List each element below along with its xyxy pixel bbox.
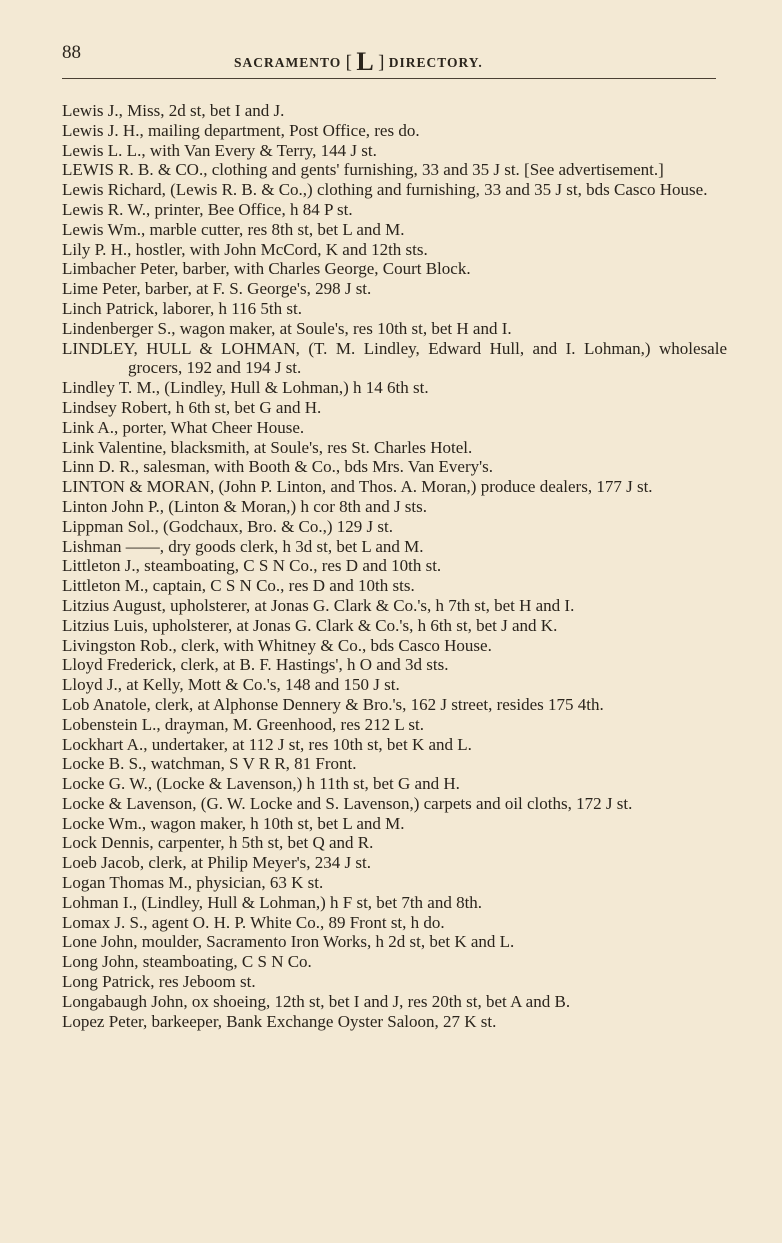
directory-entry: Loeb Jacob, clerk, at Philip Meyer's, 234 J st.: [62, 853, 372, 873]
directory-entry: Logan Thomas M., physician, 63 K st.: [62, 873, 324, 893]
directory-entry: Limbacher Peter, barber, with Charles George, Court Block.: [62, 259, 471, 279]
directory-entry: Lone John, moulder, Sacramento Iron Works, h 2d st, bet K and L.: [62, 932, 515, 952]
directory-entry: Locke B. S., watchman, S V R R, 81 Front.: [62, 754, 357, 774]
directory-entry: Lopez Peter, barkeeper, Bank Exchange Oyster Saloon, 27 K st.: [62, 1011, 497, 1031]
directory-entry: Long John, steamboating, C S N Co.: [62, 952, 312, 972]
directory-entry: Linch Patrick, laborer, h 116 5th st.: [62, 298, 302, 318]
directory-entry: LINDLEY, HULL & LOHMAN, (T. M. Lindley, Edward Hull, and I. Lohman,) wholesale grocers, 192 and 194 J st.: [62, 338, 727, 378]
directory-entry: Long Patrick, res Jeboom st.: [62, 972, 256, 992]
directory-entry: LINTON & MORAN, (John P. Linton, and Thos. A. Moran,) produce dealers, 177 J st.: [62, 477, 653, 497]
running-head: [234, 44, 483, 74]
header-rule: [62, 78, 716, 79]
directory-entry: Littleton M., captain, C S N Co., res D and 10th sts.: [62, 576, 415, 596]
directory-entry: Lohman I., (Lindley, Hull & Lohman,) h F st, bet 7th and 8th.: [62, 892, 483, 912]
directory-entry: Lindley T. M., (Lindley, Hull & Lohman,) h 14 6th st.: [62, 378, 429, 398]
directory-entry: Lock Dennis, carpenter, h 5th st, bet Q and R.: [62, 833, 374, 853]
bracket-close: ]: [378, 52, 385, 73]
directory-entry: Lewis J., Miss, 2d st, bet I and J.: [62, 101, 285, 120]
directory-entry: Littleton J., steamboating, C S N Co., res D and 10th st.: [62, 556, 442, 576]
directory-entry: Litzius Luis, upholsterer, at Jonas G. Clark & Co.'s, h 6th st, bet J and K.: [62, 615, 558, 635]
directory-entry: Lewis Richard, (Lewis R. B. & Co.,) clothing and furnishing, 33 and 35 J st, bds Casco House.: [62, 180, 708, 200]
directory-entry: Lily P. H., hostler, with John McCord, K and 12th sts.: [62, 239, 428, 259]
directory-entry: Locke & Lavenson, (G. W. Locke and S. Lavenson,) carpets and oil cloths, 172 J st.: [62, 793, 633, 813]
directory-entry: Link Valentine, blacksmith, at Soule's, res St. Charles Hotel.: [62, 437, 473, 457]
directory-entries: [62, 101, 727, 1031]
directory-entry: Longabaugh John, ox shoeing, 12th st, bet I and J, res 20th st, bet A and B.: [62, 991, 571, 1011]
page-header: [62, 38, 722, 76]
directory-entry: Linn D. R., salesman, with Booth & Co., bds Mrs. Van Every's.: [62, 457, 494, 477]
directory-entry: Lobenstein L., drayman, M. Greenhood, res 212 L st.: [62, 714, 424, 734]
page-number: 88: [62, 42, 81, 63]
bracket-open: [: [345, 52, 352, 73]
directory-entry: Locke Wm., wagon maker, h 10th st, bet L and M.: [62, 813, 405, 833]
directory-entry: Lloyd J., at Kelly, Mott & Co.'s, 148 and 150 J st.: [62, 675, 400, 695]
directory-entry: Linton John P., (Linton & Moran,) h cor 8th and J sts.: [62, 496, 428, 516]
directory-entry: Lishman ——, dry goods clerk, h 3d st, bet L and M.: [62, 536, 424, 556]
directory-entry: Lime Peter, barber, at F. S. George's, 298 J st.: [62, 279, 372, 299]
section-letter: L: [356, 47, 374, 76]
directory-entry: Lindenberger S., wagon maker, at Soule's, res 10th st, bet H and I.: [62, 318, 512, 338]
directory-entry: Lewis J. H., mailing department, Post Office, res do.: [62, 120, 420, 140]
directory-entry: LEWIS R. B. & CO., clothing and gents' furnishing, 33 and 35 J st. [See advertisement.]: [62, 160, 664, 180]
directory-entry: Lippman Sol., (Godchaux, Bro. & Co.,) 129 J st.: [62, 516, 394, 536]
directory-entry: Lloyd Frederick, clerk, at B. F. Hastings', h O and 3d sts.: [62, 655, 449, 675]
directory-entry: Link A., porter, What Cheer House.: [62, 417, 305, 437]
directory-entry: Locke G. W., (Locke & Lavenson,) h 11th st, bet G and H.: [62, 774, 460, 794]
running-head-city: SACRAMENTO: [234, 55, 342, 70]
running-head-directory: DIRECTORY.: [388, 55, 483, 70]
directory-entry: Lewis R. W., printer, Bee Office, h 84 P st.: [62, 199, 353, 219]
directory-entry: Lewis Wm., marble cutter, res 8th st, bet L and M.: [62, 219, 405, 239]
directory-entry: Lomax J. S., agent O. H. P. White Co., 89 Front st, h do.: [62, 912, 445, 932]
directory-entry: Lindsey Robert, h 6th st, bet G and H.: [62, 397, 322, 417]
directory-entry: Lewis L. L., with Van Every & Terry, 144 J st.: [62, 140, 377, 160]
directory-entry: Lob Anatole, clerk, at Alphonse Dennery & Bro.'s, 162 J street, resides 175 4th.: [62, 694, 604, 714]
directory-entry: Livingston Rob., clerk, with Whitney & Co., bds Casco House.: [62, 635, 492, 655]
directory-entry: Lockhart A., undertaker, at 112 J st, res 10th st, bet K and L.: [62, 734, 472, 754]
directory-entry: Litzius August, upholsterer, at Jonas G. Clark & Co.'s, h 7th st, bet H and I.: [62, 595, 575, 615]
